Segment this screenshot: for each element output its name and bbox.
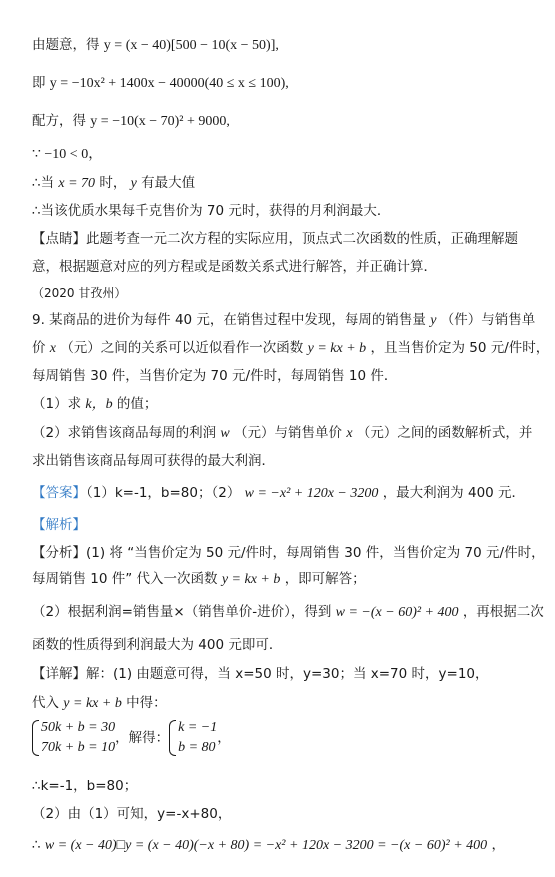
formula: y = −10(x − 70)² + 9000,	[90, 114, 230, 129]
equation: b = 80	[178, 740, 216, 755]
text-line-2	[32, 74, 289, 93]
text: 即	[32, 75, 46, 91]
text: ，即可解答；	[284, 571, 366, 587]
text: （元）之间的关系可以近似看作一次函数	[60, 340, 304, 356]
text: ，最大利润为 400 元．	[382, 485, 526, 501]
question-part-2	[32, 424, 532, 443]
brace-icon	[32, 720, 39, 756]
text: 中得：	[126, 695, 167, 711]
detail-line-1: 【详解】解：(1) 由题意可得，当 x=50 时，y=30；当 x=70 时，y=10，	[32, 666, 489, 682]
source-label: （2020 甘孜州）	[32, 286, 127, 300]
text: （元）之间的函数解析式，并	[356, 425, 533, 441]
analysis-tag: 【解析】	[32, 517, 86, 533]
equation: 70k + b = 10	[41, 740, 116, 755]
text-line-4	[32, 145, 102, 164]
text-line-7: 【点睛】此题考查一元二次方程的实际应用，顶点式二次函数的性质，正确理解题	[32, 231, 518, 247]
formula: w = (x − 40)□y = (x − 40)(−x + 80) = −x² + 120x − 3200 = −(x − 60)² + 400	[44, 838, 488, 853]
formula: y = kx + b	[63, 696, 122, 711]
text: ，	[217, 730, 231, 746]
detail-line-3: ∴k=-1，b=80；	[32, 778, 138, 794]
variable: x	[346, 426, 353, 441]
text: 每周销售 10 件” 代入一次函数	[32, 571, 218, 587]
variable: y	[130, 176, 137, 191]
variable: x	[49, 341, 57, 356]
variable: y	[430, 313, 437, 328]
text: 价	[32, 340, 46, 356]
text: 配方，得	[32, 113, 86, 129]
text-line-5	[32, 174, 195, 193]
analysis-line-3	[32, 603, 544, 622]
answer-line	[32, 484, 525, 503]
text: （件）与销售单	[440, 312, 536, 328]
detail-line-4: （2）由（1）可知，y=-x+80，	[32, 806, 232, 822]
text-line-3	[32, 112, 230, 131]
text: 9. 某商品的进价为每件 40 元，在销售过程中发现，每周的销售量	[32, 312, 426, 328]
formula: w = −x² + 120x − 3200	[244, 486, 379, 501]
formula: ∵ −10 < 0，	[32, 147, 103, 162]
formula: y = −10x² + 1400x − 40000(40 ≤ x ≤ 100),	[49, 76, 289, 91]
brace-icon	[169, 720, 176, 756]
variable: w	[220, 426, 230, 441]
answer-tag: 【答案】	[32, 485, 86, 501]
text: 有最大值	[141, 175, 196, 191]
detail-line-5	[32, 836, 505, 855]
question-part-1	[32, 395, 157, 414]
equation: 50k + b = 30	[41, 720, 116, 735]
detail-line-2	[32, 694, 167, 713]
text: ∴当	[32, 175, 55, 191]
text: 的值；	[116, 396, 158, 412]
question-line-3: 每周销售 30 件，当售价定为 70 元/件时，每周销售 10 件．	[32, 368, 398, 384]
text: ，	[491, 837, 505, 853]
text-line-1	[32, 36, 279, 55]
formula: x = 70	[58, 176, 96, 191]
formula: w = −(x − 60)² + 400	[335, 605, 459, 620]
text-line-8: 意，根据题意对应的列方程或是函数关系式进行解答，并正确计算．	[32, 259, 437, 275]
text: （2）根据利润=销售量×（销售单价-进价），得到	[32, 604, 332, 620]
text: ∴	[32, 837, 41, 853]
text: （1）k=-1，b=80；（2）	[86, 485, 241, 501]
question-part-2-cont: 求出销售该商品每周可获得的最大利润．	[32, 453, 275, 469]
text-line-6: ∴当该优质水果每千克售价为 70 元时，获得的月利润最大．	[32, 203, 391, 219]
question-line-1	[32, 311, 535, 330]
text: 代入	[32, 695, 59, 711]
text: （元）与销售单价	[234, 425, 343, 441]
equation-systems	[32, 718, 231, 758]
text: ，且当售价定为 50 元/件时，	[370, 340, 550, 356]
equation-system-1	[32, 718, 115, 758]
text: ，解得：	[115, 730, 170, 746]
formula: y = kx + b	[221, 572, 281, 587]
text: 由题意，得	[32, 37, 100, 53]
text: （1）求	[32, 396, 82, 412]
text: ，再根据二次	[462, 604, 544, 620]
analysis-line-4: 函数的性质得到利润最大为 400 元即可．	[32, 637, 283, 653]
text: （2）求销售该商品每周的利润	[32, 425, 217, 441]
formula: y = kx + b	[307, 341, 367, 356]
text: 时，	[99, 175, 127, 191]
formula: y = (x − 40)[500 − 10(x − 50)],	[103, 38, 279, 53]
equation: k = −1	[178, 720, 218, 735]
equation-system-2	[169, 718, 217, 758]
analysis-line-1: 【分析】(1) 将 “当售价定为 50 元/件时，每周销售 30 件，当售价定为 70 元/件时，	[32, 545, 545, 561]
analysis-line-2	[32, 570, 366, 589]
variables: k，b	[85, 397, 113, 412]
question-line-2	[32, 339, 549, 358]
